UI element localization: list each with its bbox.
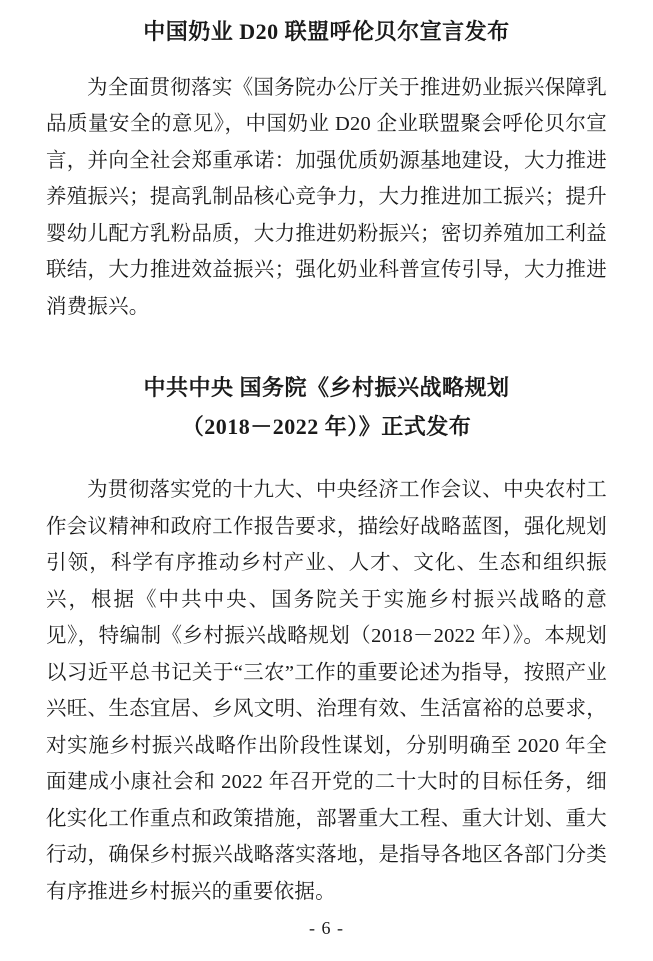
article-title-line: 中共中央 国务院《乡村振兴战略规划: [143, 375, 510, 401]
article-body: 为贯彻落实党的十九大、中央经济工作会议、中央农村工作会议精神和政府工作报告要求，描绘好战略蓝图，强化规划引领，科学有序推动乡村产业、人才、文化、生态和组织振兴，根据《中共中央、国务院关于实施乡村振兴战略的意见》，特编制《乡村振兴战略规划（2018－2022 年）》。本规划以习近平总书记关于“三农”工作的重要论述为指导，按照产业兴旺、生态宜居、乡风文明、治理有效、生活富裕的总要求，对实施乡村振兴战略作出阶段性谋划，分别明确至 2020 年全面建成小康社会和 2022 年召开党的二十大时的目标任务，细化实化工作重点和政策措施，部署重大工程、重大计划、重大行动，确保乡村振兴战略落实落地，是指导各地区各部门分类有序推进乡村振兴的重要依据。: [46, 479, 607, 903]
article-rural-revitalization-plan: [46, 369, 607, 910]
page-number: - 6 -: [309, 918, 344, 938]
article-title: [46, 369, 607, 446]
article-title: [46, 0, 607, 48]
article-body: 为全面贯彻落实《国务院办公厅关于推进奶业振兴保障乳品质量安全的意见》，中国奶业 D20 企业联盟聚会呼伦贝尔宣言，并向全社会郑重承诺：加强优质奶源基地建设，大力推进养殖振兴；提高乳制品核心竞争力，大力推进加工振兴；提升婴幼儿配方乳粉品质，大力推进奶粉振兴；密切养殖加工利益联结，大力推进效益振兴；强化奶业科普宣传引导，大力推进消费振兴。: [46, 76, 607, 318]
article-title-line: （2018－2022 年）》正式发布: [181, 413, 472, 439]
article-title-line: 中国奶业 D20 联盟呼伦贝尔宣言发布: [143, 19, 510, 44]
article-dairy-d20: [46, 0, 607, 325]
